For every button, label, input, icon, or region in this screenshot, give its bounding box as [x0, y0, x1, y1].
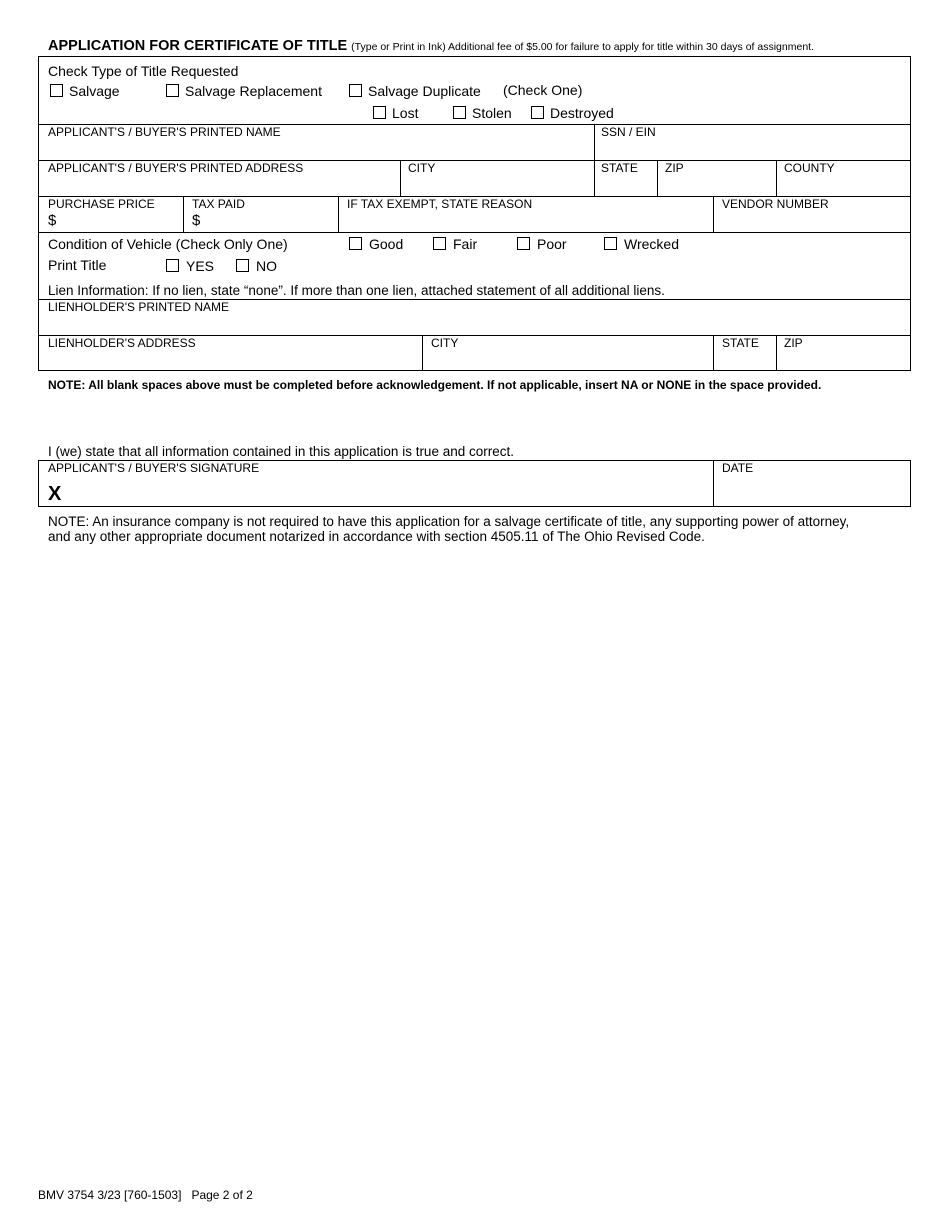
- salvage-replacement-checkbox[interactable]: [166, 84, 179, 97]
- tax-paid-currency: $: [192, 212, 201, 229]
- condition-fair-checkbox[interactable]: [433, 237, 446, 250]
- lienholder-city-label: CITY: [431, 336, 459, 350]
- form-footer: BMV 3754 3/23 [760-1503] Page 2 of 2: [38, 1188, 253, 1202]
- salvage-duplicate-label: Salvage Duplicate: [368, 83, 481, 99]
- condition-good-checkbox[interactable]: [349, 237, 362, 250]
- divider: [776, 335, 777, 371]
- main-form-box: [38, 56, 911, 371]
- lien-info-text: Lien Information: If no lien, state “none”. If more than one lien, attached statement of all additional liens.: [48, 283, 665, 298]
- form-subtitle: (Type or Print in Ink) Additional fee of $5.00 for failure to apply for title within 30 days of assignment.: [351, 41, 814, 53]
- stolen-label: Stolen: [472, 105, 512, 121]
- vendor-number-label: VENDOR NUMBER: [722, 197, 829, 211]
- title-type-heading: Check Type of Title Requested: [48, 63, 239, 79]
- salvage-label: Salvage: [69, 83, 120, 99]
- stolen-checkbox[interactable]: [453, 106, 466, 119]
- lost-label: Lost: [392, 105, 419, 121]
- tax-exempt-reason-label: IF TAX EXEMPT, STATE REASON: [347, 197, 533, 211]
- divider: [422, 335, 423, 371]
- applicant-state-label: STATE: [601, 161, 638, 175]
- condition-good-label: Good: [369, 236, 404, 252]
- purchase-price-label: PURCHASE PRICE: [48, 197, 155, 211]
- condition-poor-checkbox[interactable]: [517, 237, 530, 250]
- ssn-ein-label: SSN / EIN: [601, 125, 656, 139]
- applicant-address-label: APPLICANT'S / BUYER'S PRINTED ADDRESS: [48, 161, 304, 175]
- salvage-replacement-label: Salvage Replacement: [185, 83, 322, 99]
- form-title: [48, 38, 814, 54]
- condition-poor-label: Poor: [537, 236, 567, 252]
- lienholder-name-label: LIENHOLDER'S PRINTED NAME: [48, 300, 229, 314]
- divider: [594, 124, 595, 196]
- divider: [183, 196, 184, 232]
- divider: [657, 160, 658, 196]
- print-title-label: Print Title: [48, 257, 107, 273]
- signature-date-label: DATE: [722, 461, 754, 475]
- county-label: COUNTY: [784, 161, 835, 175]
- signature-mark: X: [48, 483, 62, 505]
- divider: [400, 160, 401, 196]
- lienholder-state-label: STATE: [722, 336, 759, 350]
- print-title-yes-label: YES: [186, 258, 215, 274]
- condition-wrecked-checkbox[interactable]: [604, 237, 617, 250]
- purchase-price-currency: $: [48, 212, 57, 229]
- divider: [38, 232, 911, 233]
- condition-wrecked-label: Wrecked: [624, 236, 679, 252]
- tax-paid-label: TAX PAID: [192, 197, 245, 211]
- destroyed-checkbox[interactable]: [531, 106, 544, 119]
- condition-label: Condition of Vehicle (Check Only One): [48, 236, 288, 252]
- destroyed-label: Destroyed: [550, 105, 614, 121]
- form-title-text: APPLICATION FOR CERTIFICATE OF TITLE: [48, 38, 348, 54]
- check-one-note: (Check One): [503, 82, 583, 98]
- lost-checkbox[interactable]: [373, 106, 386, 119]
- divider: [713, 196, 714, 232]
- print-title-yes-checkbox[interactable]: [166, 259, 179, 272]
- divider: [776, 160, 777, 196]
- completion-note: NOTE: All blank spaces above must be completed before acknowledgement. If not applicable, insert NA or NONE in the space provided.: [48, 378, 822, 392]
- divider: [713, 460, 714, 507]
- lienholder-zip-label: ZIP: [784, 336, 803, 350]
- salvage-checkbox[interactable]: [50, 84, 63, 97]
- applicant-name-label: APPLICANT'S / BUYER'S PRINTED NAME: [48, 125, 281, 139]
- salvage-duplicate-checkbox[interactable]: [349, 84, 362, 97]
- signature-label: APPLICANT'S / BUYER'S SIGNATURE: [48, 461, 260, 475]
- applicant-zip-label: ZIP: [665, 161, 684, 175]
- truth-statement: I (we) state that all information contained in this application is true and correct.: [48, 444, 514, 459]
- applicant-city-label: CITY: [408, 161, 436, 175]
- condition-fair-label: Fair: [453, 236, 478, 252]
- insurance-note-line2: and any other appropriate document notarized in accordance with section 4505.11 of The Ohio Revised Code.: [48, 529, 705, 544]
- divider: [338, 196, 339, 232]
- insurance-note-line1: NOTE: An insurance company is not required to have this application for a salvage certificate of title, any supporting power of attorney,: [48, 514, 850, 529]
- divider: [713, 335, 714, 371]
- print-title-no-label: NO: [256, 258, 277, 274]
- print-title-no-checkbox[interactable]: [236, 259, 249, 272]
- lienholder-address-label: LIENHOLDER'S ADDRESS: [48, 336, 196, 350]
